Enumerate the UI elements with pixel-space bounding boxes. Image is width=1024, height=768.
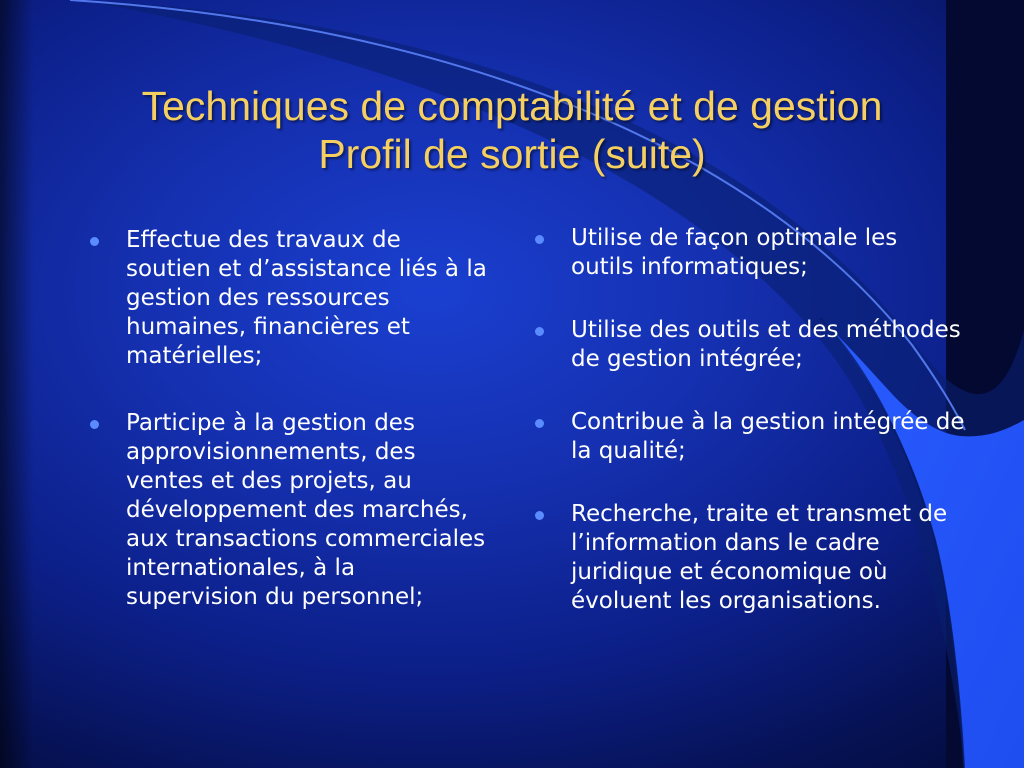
- list-item: [535, 408, 965, 466]
- bullet-dot-icon: [535, 511, 544, 520]
- list-item: [90, 226, 490, 371]
- bullet-dot-icon: [535, 327, 544, 336]
- bullet-dot-icon: [535, 235, 544, 244]
- bullet-dot-icon: [535, 419, 544, 428]
- bullet-dot-icon: [90, 237, 99, 246]
- list-item-text: Utilise de façon optimale les outils informatiques;: [571, 225, 898, 280]
- left-edge-shadow: [0, 0, 34, 768]
- list-item-text: Utilise des outils et des méthodes de gestion intégrée;: [571, 317, 961, 372]
- right-bullet-list: [535, 224, 965, 650]
- title-line-2: Profil de sortie (suite): [318, 131, 706, 177]
- title-line-1: Techniques de comptabilité et de gestion: [141, 83, 883, 129]
- list-item-text: Participe à la gestion des approvisionnements, des ventes et des projets, au développement des marchés, aux transactions commerciales internationales, à la supervision du personnel;: [126, 410, 486, 610]
- list-item: [535, 500, 965, 616]
- list-item-text: Effectue des travaux de soutien et d’assistance liés à la gestion des ressources humaines, financières et matérielles;: [126, 227, 487, 369]
- list-item: [535, 224, 965, 282]
- bullet-dot-icon: [90, 420, 99, 429]
- list-item: [535, 316, 965, 374]
- list-item-text: Recherche, traite et transmet de l’information dans le cadre juridique et économique où évoluent les organisations.: [571, 501, 948, 614]
- slide-title: [40, 82, 984, 178]
- list-item-text: Contribue à la gestion intégrée de la qualité;: [571, 409, 965, 464]
- list-item: [90, 409, 490, 612]
- left-bullet-list: [90, 226, 490, 650]
